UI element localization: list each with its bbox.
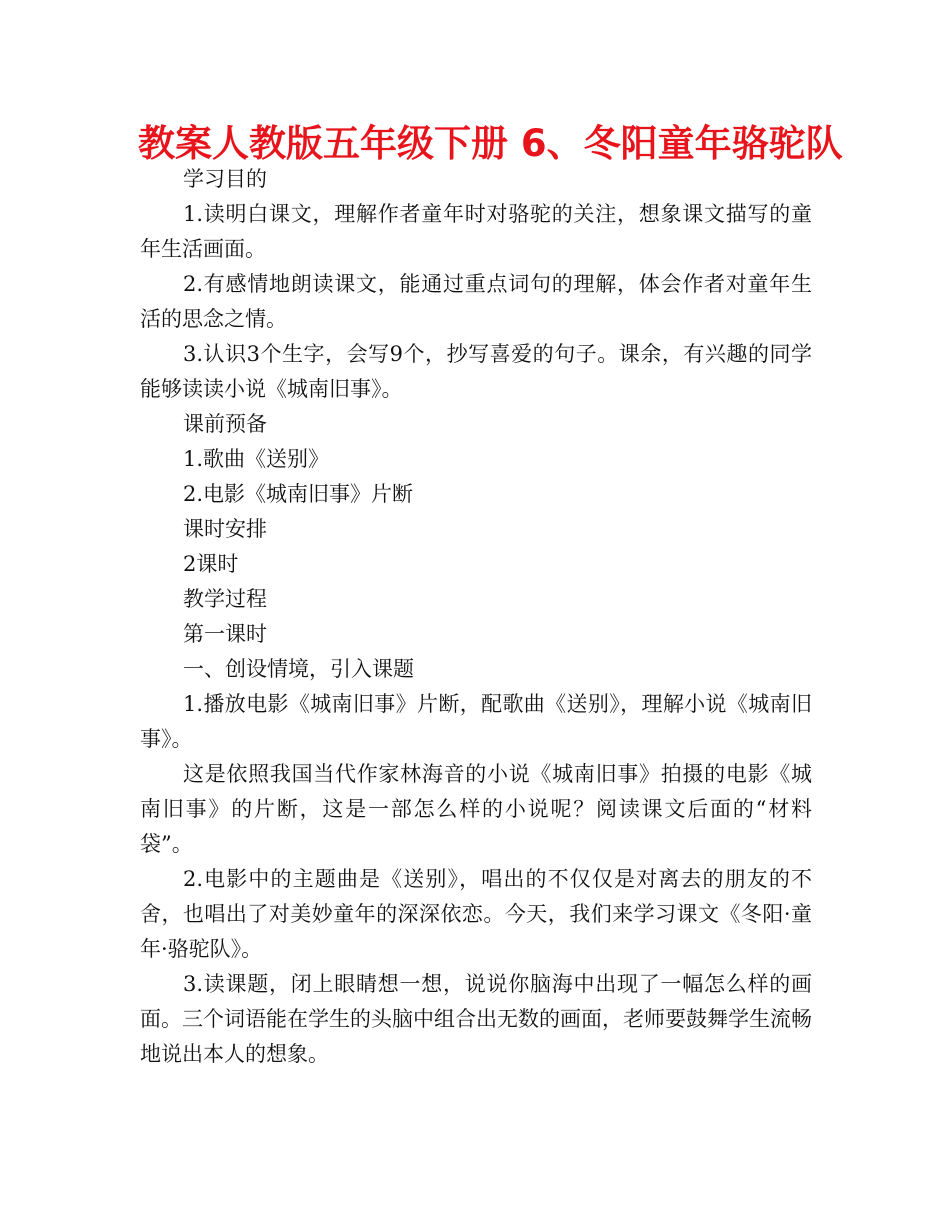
step-heading-1: 一、创设情境，引入课题 bbox=[183, 657, 414, 681]
section-heading-schedule: 课时安排 bbox=[183, 517, 267, 541]
step-paragraph: 3.读课题，闭上眼睛想一想，说说你脑海中出现了一幅怎么样的画面。三个词语能在学生的头脑中组合出无数的画面，老师要鼓舞学生流畅地说出本人的想象。 bbox=[140, 972, 812, 1066]
step-paragraph: 2.电影中的主题曲是《送别》，唱出的不仅仅是对离去的朋友的不舍，也唱出了对美妙童年的深深依恋。今天，我们来学习课文《冬阳·童年·骆驼队》。 bbox=[140, 867, 812, 961]
objective-item-3: 3.认识3个生字，会写9个，抄写喜爱的句子。课余，有兴趣的同学能够读读小说《城南旧事》。 bbox=[140, 342, 812, 401]
section-heading-process: 教学过程 bbox=[183, 587, 267, 611]
step-paragraph: 这是依照我国当代作家林海音的小说《城南旧事》拍摄的电影《城南旧事》的片断，这是一部怎么样的小说呢？阅读课文后面的“材料袋”。 bbox=[140, 762, 812, 856]
document-title: 教案人教版五年级下册 6、冬阳童年骆驼队 bbox=[138, 122, 843, 165]
step-paragraph: 1.播放电影《城南旧事》片断，配歌曲《送别》，理解小说《城南旧事》。 bbox=[140, 692, 812, 751]
document-body bbox=[140, 162, 812, 1072]
section-heading-objectives: 学习目的 bbox=[183, 167, 267, 191]
lesson-heading-first: 第一课时 bbox=[183, 622, 267, 646]
section-heading-preparation: 课前预备 bbox=[183, 412, 267, 436]
preparation-item-1: 1.歌曲《送别》 bbox=[183, 447, 330, 471]
objective-item-2: 2.有感情地朗读课文，能通过重点词句的理解，体会作者对童年生活的思念之情。 bbox=[140, 272, 812, 331]
schedule-value: 2课时 bbox=[183, 552, 239, 576]
objective-item-1: 1.读明白课文，理解作者童年时对骆驼的关注，想象课文描写的童年生活画面。 bbox=[140, 202, 812, 261]
preparation-item-2: 2.电影《城南旧事》片断 bbox=[183, 482, 414, 506]
